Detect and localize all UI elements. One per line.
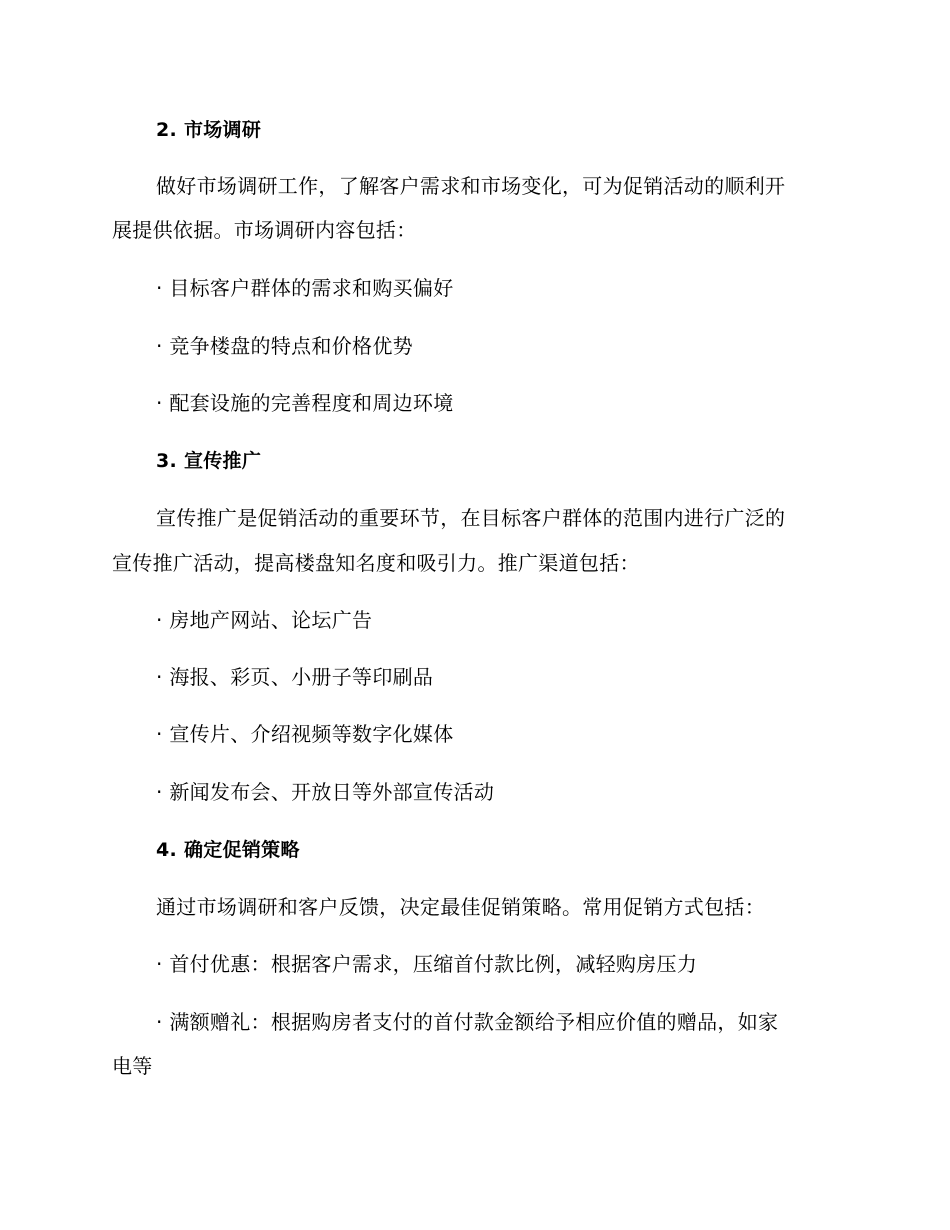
bullet-item: · 房地产网站、论坛广告 [156, 608, 373, 632]
bullet-item: · 满额赠礼：根据购房者支付的首付款金额给予相应价值的赠品，如家 [156, 1010, 779, 1034]
paragraph-line: 宣传推广活动，提高楼盘知名度和吸引力。推广渠道包括： [112, 551, 640, 575]
paragraph-line: 宣传推广是促销活动的重要环节，在目标客户群体的范围内进行广泛的 [156, 506, 786, 530]
bullet-item: · 宣传片、介绍视频等数字化媒体 [156, 722, 454, 746]
paragraph-line: 通过市场调研和客户反馈，决定最佳促销策略。常用促销方式包括： [156, 895, 765, 919]
section-heading: 3. 宣传推广 [156, 450, 262, 472]
paragraph-line: 做好市场调研工作，了解客户需求和市场变化，可为促销活动的顺利开 [156, 174, 786, 198]
bullet-item: · 新闻发布会、开放日等外部宣传活动 [156, 780, 495, 804]
bullet-item: · 配套设施的完善程度和周边环境 [156, 391, 454, 415]
section-heading: 2. 市场调研 [156, 119, 262, 141]
paragraph-line: 电等 [112, 1054, 153, 1078]
section-heading: 4. 确定促销策略 [156, 839, 300, 861]
paragraph-line: 展提供依据。市场调研内容包括： [112, 218, 417, 242]
bullet-item: · 目标客户群体的需求和购买偏好 [156, 276, 454, 300]
bullet-item: · 海报、彩页、小册子等印刷品 [156, 665, 434, 689]
bullet-item: · 首付优惠：根据客户需求，压缩首付款比例，减轻购房压力 [156, 952, 698, 976]
bullet-item: · 竞争楼盘的特点和价格优势 [156, 334, 413, 358]
